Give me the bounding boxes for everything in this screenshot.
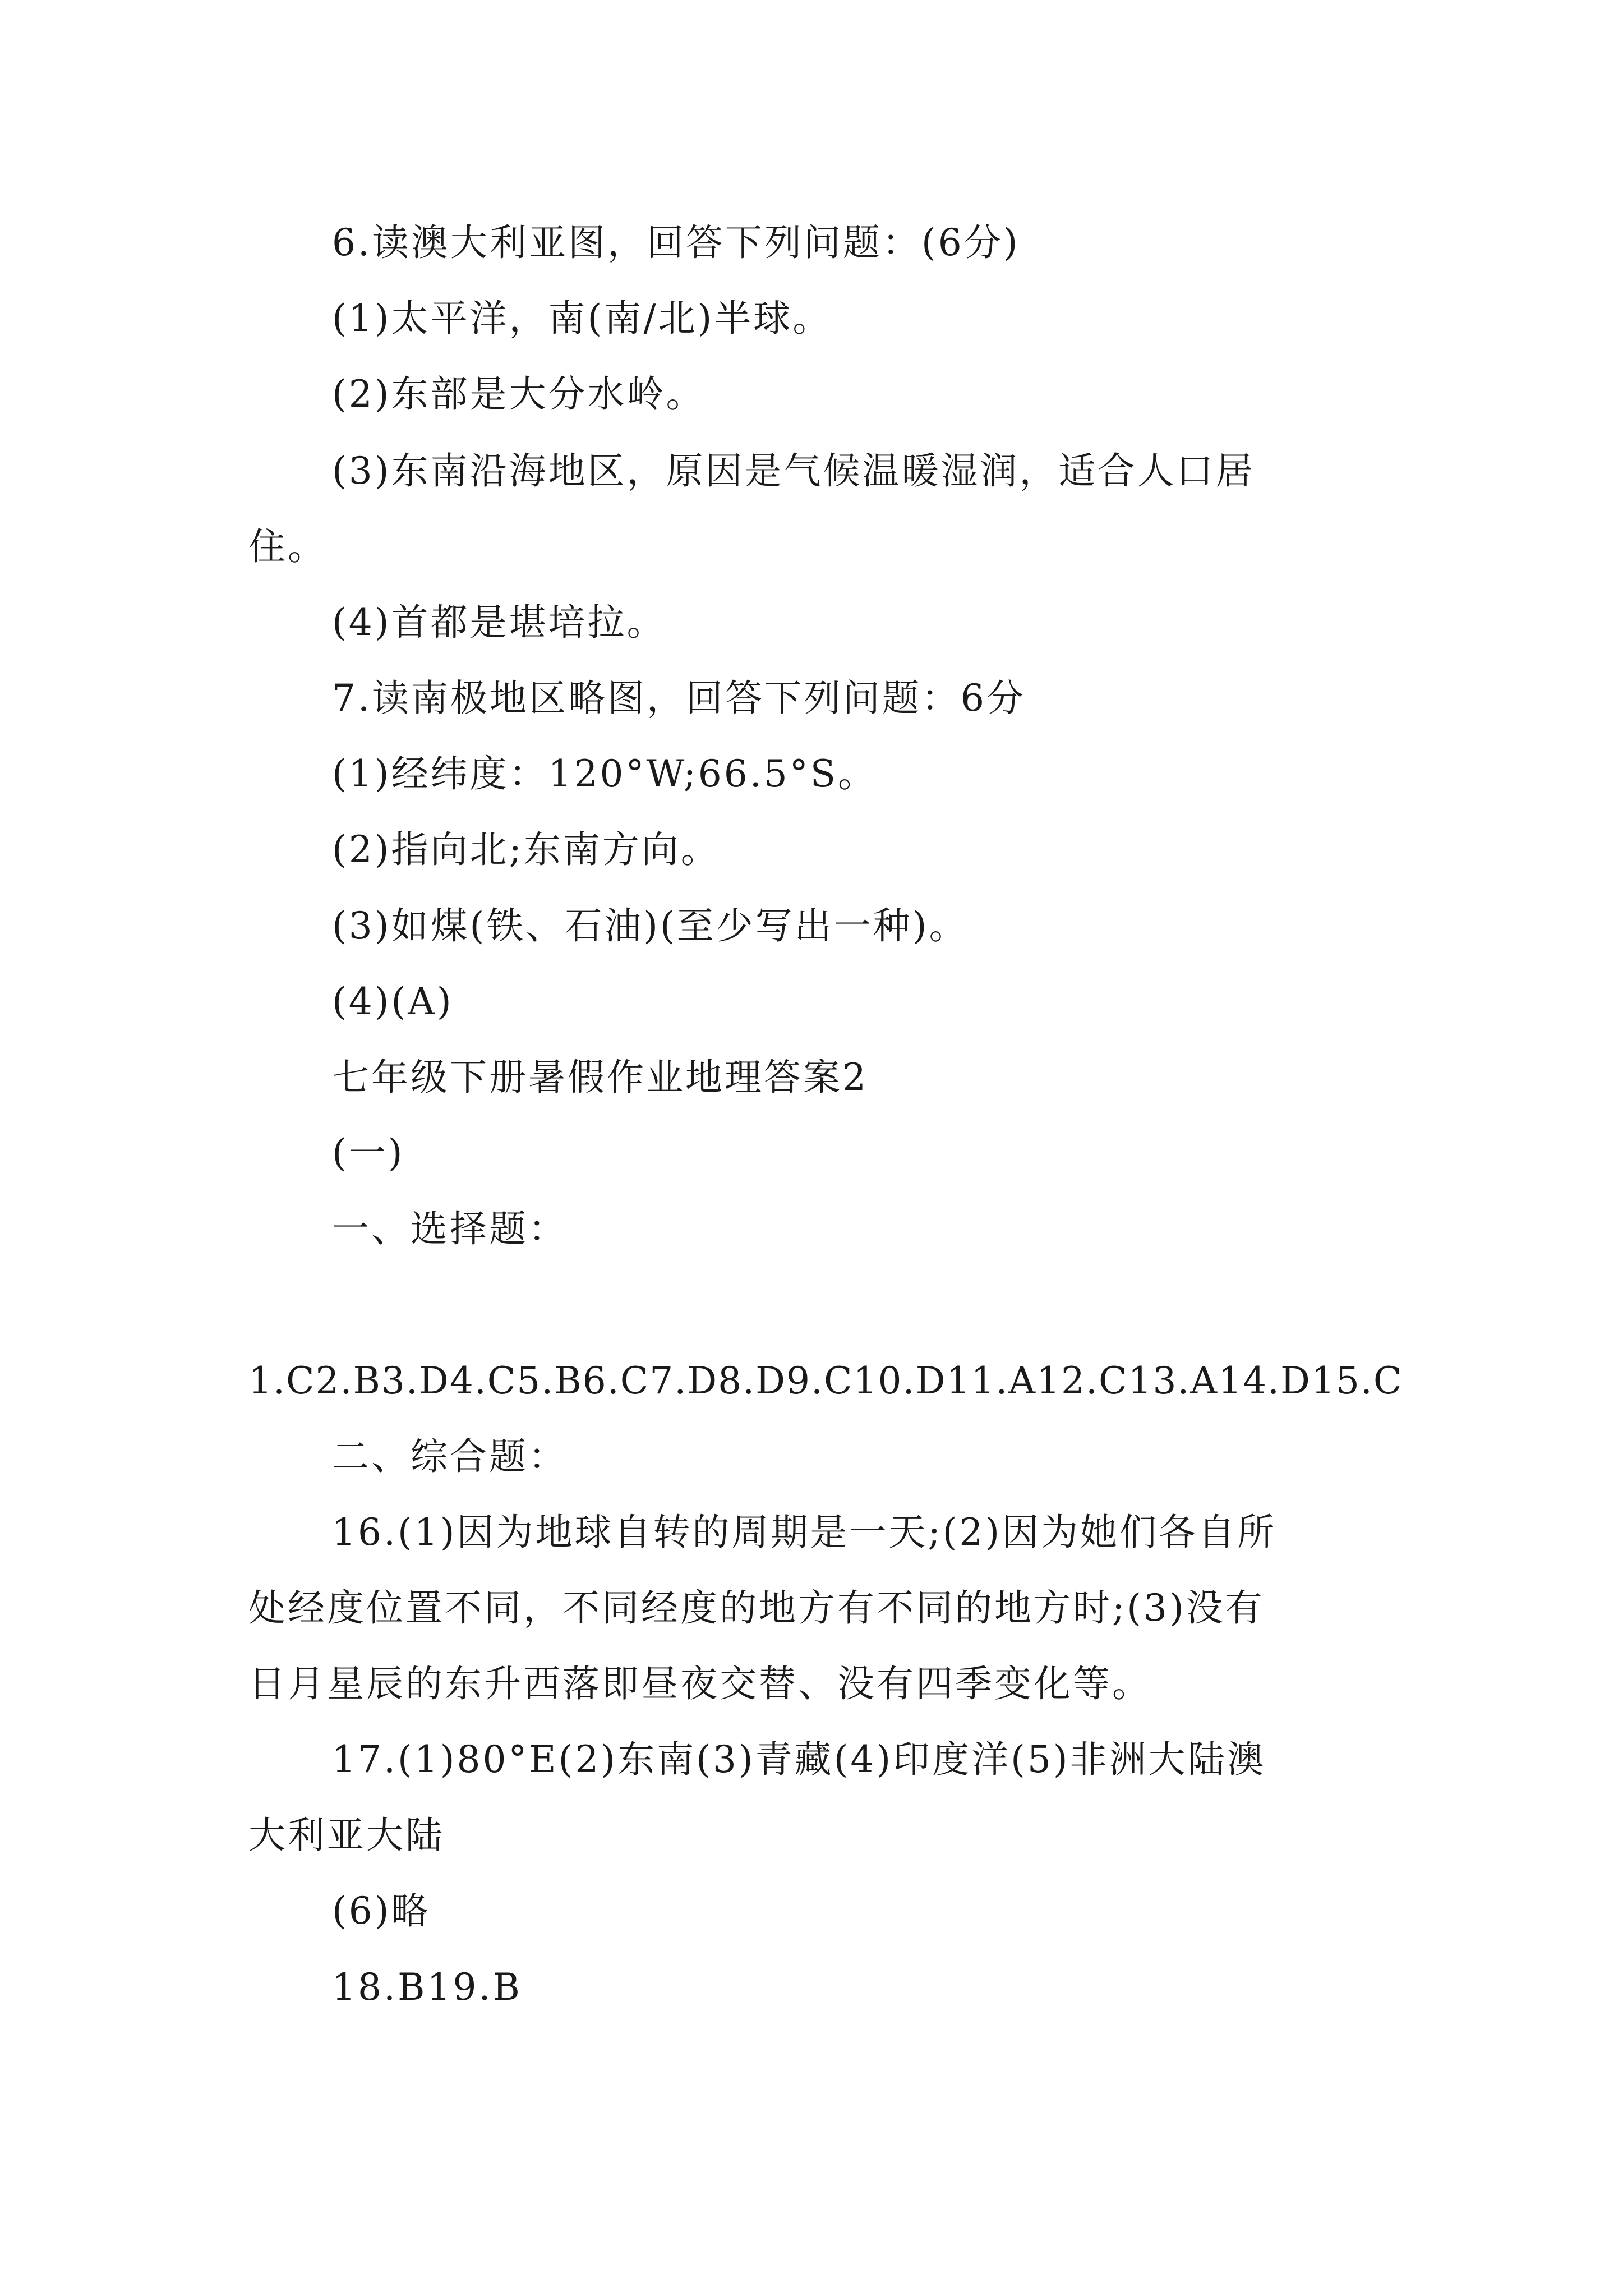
answer-6-1: (1)太平洋，南(南/北)半球。 [332,297,832,340]
answer-7-3: (3)如煤(铁、石油)(至少写出一种)。 [332,904,969,947]
answer-16-end: 日月星辰的东升西落即昼夜交替、没有四季变化等。 [248,1662,1151,1705]
answer-16-continued: 处经度位置不同，不同经度的地方有不同的地方时;(3)没有 [248,1586,1265,1630]
question-6-heading: 6.读澳大利亚图，回答下列问题：(6分) [332,221,1020,264]
question-7-heading: 7.读南极地区略图，回答下列问题：6分 [332,677,1026,720]
answer-16: 16.(1)因为地球自转的周期是一天;(2)因为她们各自所 [332,1511,1277,1554]
comprehensive-heading: 二、综合题： [332,1435,568,1478]
answer-7-4: (4)(A) [332,980,454,1023]
answer-6-3: (3)东南沿海地区，原因是气候温暖湿润，适合人口居 [332,449,1255,493]
answer-17: 17.(1)80°E(2)东南(3)青藏(4)印度洋(5)非洲大陆澳 [332,1738,1266,1781]
answer-6-4: (4)首都是堪培拉。 [332,601,666,644]
section-title: 七年级下册暑假作业地理答案2 [332,1056,868,1099]
answer-17-continued: 大利亚大陆 [248,1814,445,1857]
part-label: (一) [332,1131,405,1175]
choice-heading: 一、选择题： [332,1207,568,1250]
answer-7-1: (1)经纬度：120°W;66.5°S。 [332,752,877,795]
answer-6-2: (2)东部是大分水岭。 [332,372,706,416]
choice-answers: 1.C2.B3.D4.C5.B6.C7.D8.D9.C10.D11.A12.C13.A14.D15.C [248,1359,1403,1402]
answer-18-19: 18.B19.B [332,1966,522,2009]
answer-17-6: (6)略 [332,1889,431,1932]
answer-7-2: (2)指向北;东南方向。 [332,828,720,871]
answer-6-3-continued: 住。 [248,525,327,568]
